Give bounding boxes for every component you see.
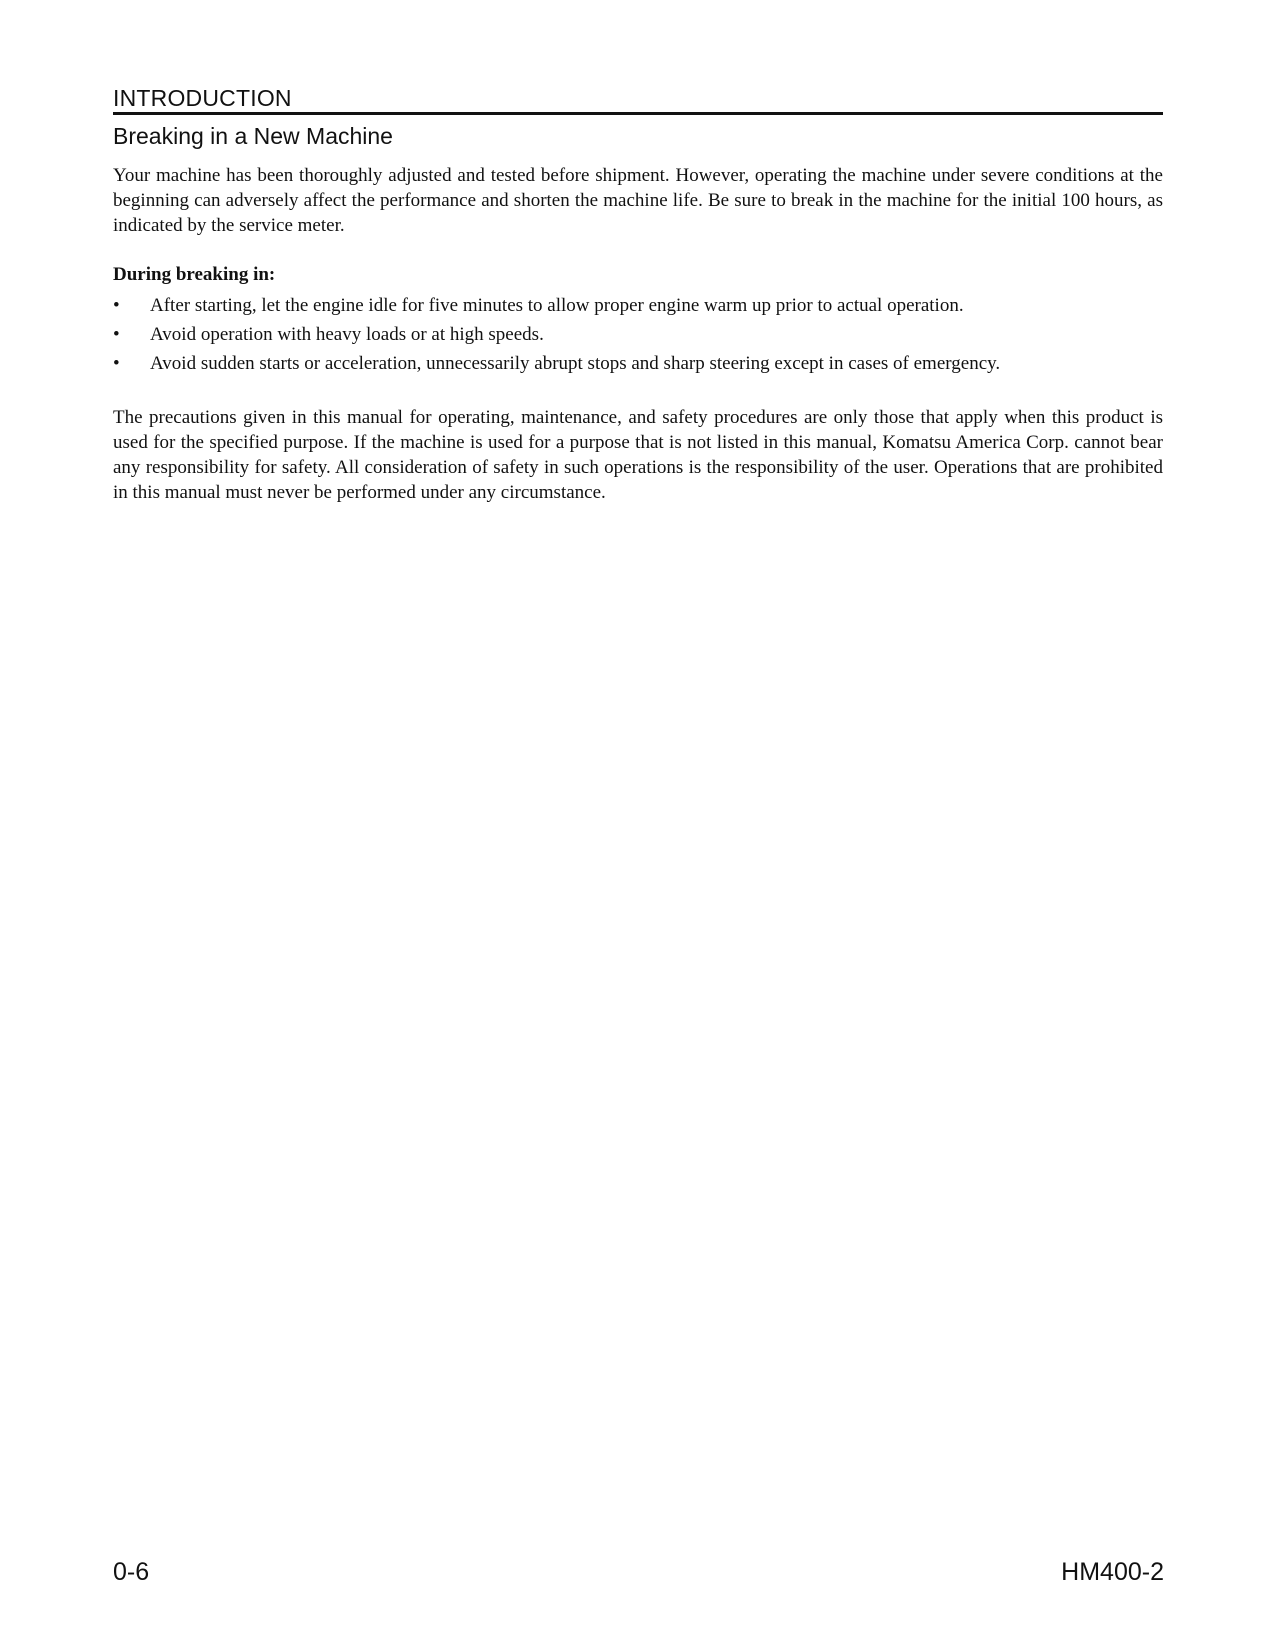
bullet-icon: •: [113, 295, 120, 316]
list-item: [113, 291, 1163, 320]
breaking-in-subheading: During breaking in:: [113, 264, 276, 285]
header-divider: [113, 112, 1163, 115]
list-item-text: Avoid sudden starts or acceleration, unnecessarily abrupt stops and sharp steering except in cases of emergency.: [150, 353, 1001, 374]
section-header: INTRODUCTION: [113, 85, 292, 111]
list-item: [113, 320, 1163, 349]
model-number: HM400-2: [1061, 1558, 1164, 1586]
breaking-in-list: [113, 291, 1163, 378]
closing-paragraph: The precautions given in this manual for operating, maintenance, and safety procedures are only those that apply when this product is used for the specified purpose. If the machine is used for a purpose that is not listed in this manual, Komatsu America Corp. cannot bear any responsibility for safety. All consideration of safety in such operations is the responsibility of the user. Operations that are prohibited in this manual must never be performed under any circumstance.: [113, 407, 1163, 503]
bullet-icon: •: [113, 324, 120, 345]
bullet-icon: •: [113, 353, 120, 374]
list-item: [113, 349, 1163, 378]
page-number: 0-6: [113, 1558, 150, 1586]
list-item-text: Avoid operation with heavy loads or at high speeds.: [150, 324, 544, 345]
page-title: Breaking in a New Machine: [113, 123, 393, 149]
list-item-text: After starting, let the engine idle for five minutes to allow proper engine warm up prior to actual operation.: [150, 295, 964, 316]
intro-paragraph: Your machine has been thoroughly adjusted and tested before shipment. However, operating the machine under severe conditions at the beginning can adversely affect the performance and shorten the machine life. Be sure to break in the machine for the initial 100 hours, as indicated by the service meter.: [113, 165, 1163, 236]
